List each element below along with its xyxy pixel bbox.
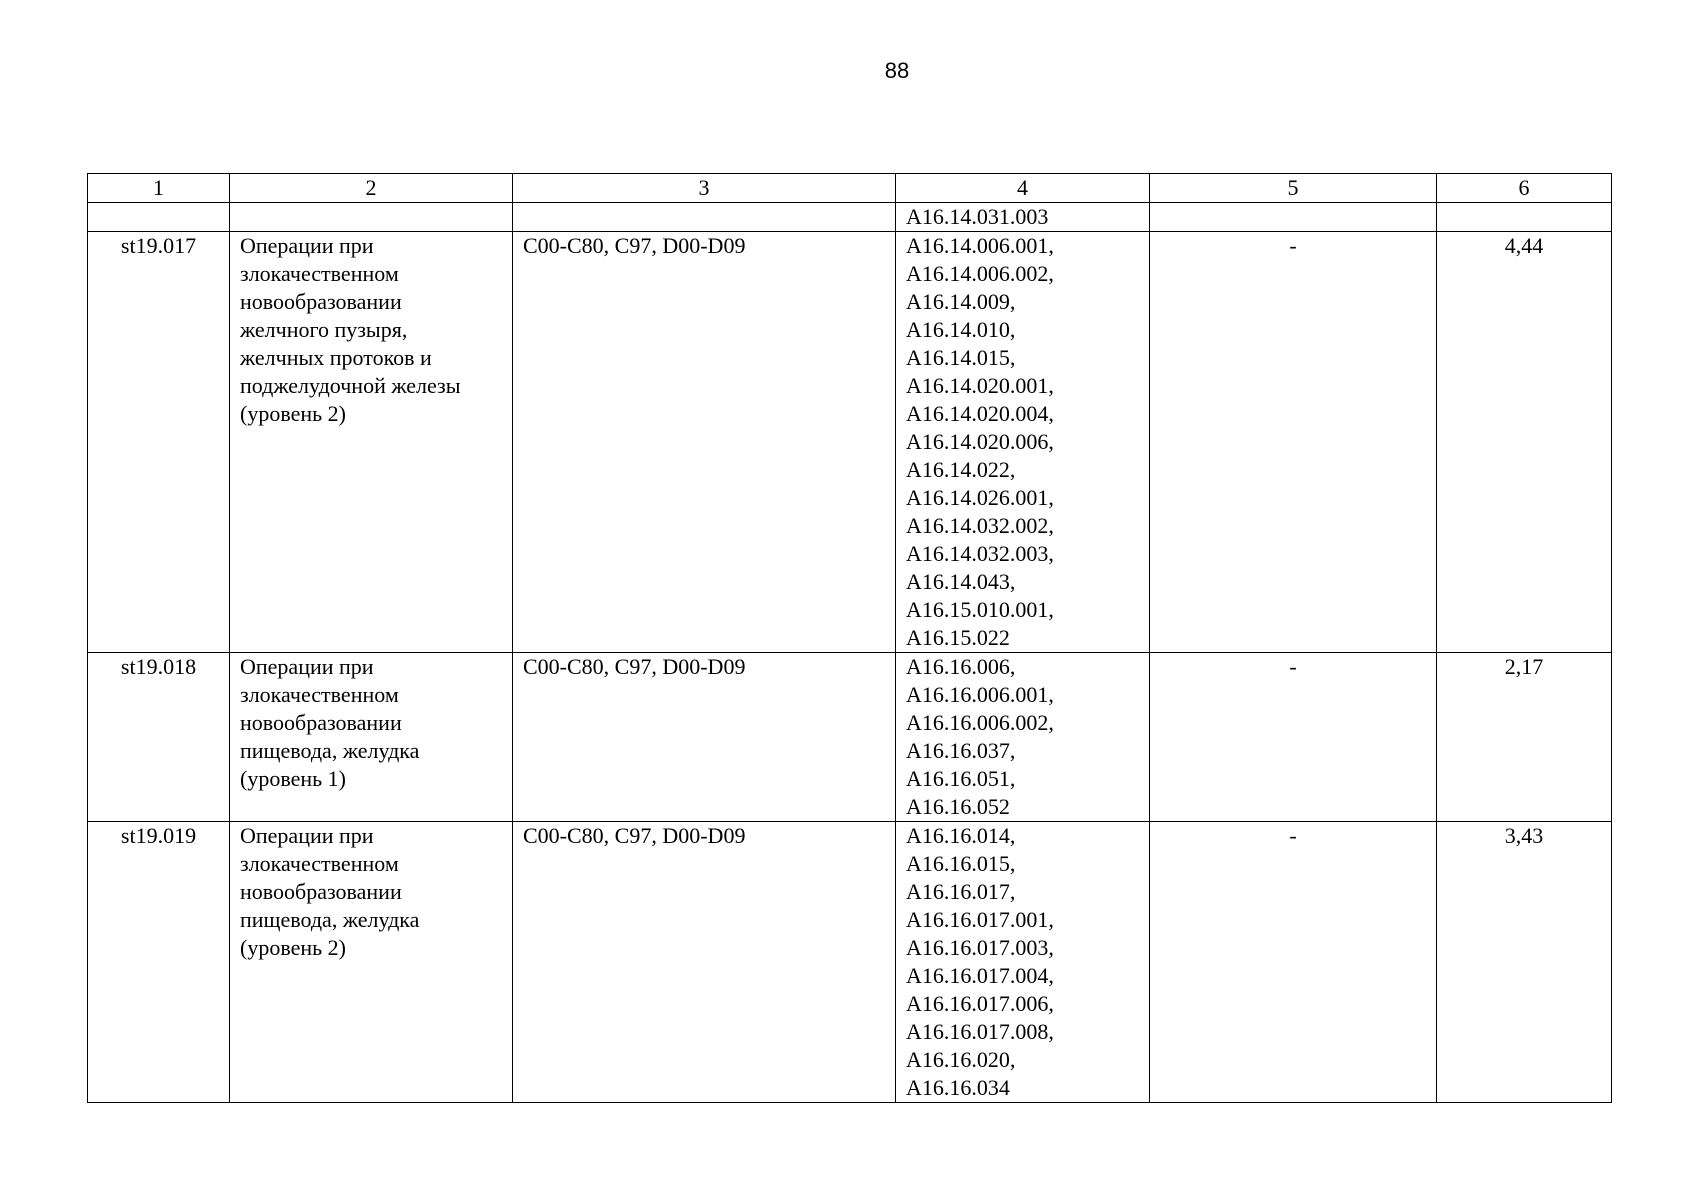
group-name-cell bbox=[230, 822, 513, 1103]
procedure-codes-cell-line: A16.16.006.001, bbox=[906, 682, 1054, 707]
procedure-codes-cell-line: A16.14.032.002, bbox=[906, 513, 1054, 538]
procedure-codes-cell-line: A16.16.006.002, bbox=[906, 710, 1054, 735]
table-row bbox=[88, 203, 1612, 232]
procedure-codes-cell-line: A16.16.017.001, bbox=[906, 907, 1054, 932]
procedure-codes-cell bbox=[896, 822, 1150, 1103]
group-name-cell-line: пищевода, желудка bbox=[240, 738, 420, 763]
diagnosis-codes-cell: C00-C80, C97, D00-D09 bbox=[513, 653, 896, 822]
procedure-codes-cell-line: A16.16.051, bbox=[906, 766, 1016, 791]
group-name-cell-line: новообразовании bbox=[240, 289, 402, 314]
procedure-codes-cell-line: A16.14.006.001, bbox=[906, 233, 1054, 258]
column-number-4: 4 bbox=[896, 174, 1150, 203]
procedure-codes-cell bbox=[896, 203, 1150, 232]
procedure-codes-cell-line: A16.14.026.001, bbox=[906, 485, 1054, 510]
group-name-cell-line: (уровень 1) bbox=[240, 766, 346, 791]
procedure-codes-cell-line: A16.16.014, bbox=[906, 823, 1016, 848]
group-code-cell: st19.019 bbox=[88, 822, 230, 1103]
procedure-codes-cell-line: A16.16.017.004, bbox=[906, 963, 1054, 988]
table-header-row bbox=[88, 174, 1612, 203]
column-5-cell: - bbox=[1150, 653, 1437, 822]
procedure-codes-cell-line: A16.16.017.008, bbox=[906, 1019, 1054, 1044]
procedure-codes-cell-line: A16.16.006, bbox=[906, 654, 1016, 679]
procedure-codes-cell-line: A16.14.032.003, bbox=[906, 541, 1054, 566]
procedure-codes-cell-line: A16.14.006.002, bbox=[906, 261, 1054, 286]
group-code-cell: st19.018 bbox=[88, 653, 230, 822]
procedure-codes-cell-line: A16.14.043, bbox=[906, 569, 1016, 594]
column-number-3: 3 bbox=[513, 174, 896, 203]
column-number-6: 6 bbox=[1437, 174, 1612, 203]
coefficient-cell: 4,44 bbox=[1437, 232, 1612, 653]
procedure-codes-cell-line: A16.16.037, bbox=[906, 738, 1016, 763]
group-name-cell bbox=[230, 653, 513, 822]
group-name-cell-line: новообразовании bbox=[240, 879, 402, 904]
group-name-cell-line: злокачественном bbox=[240, 851, 399, 876]
column-5-cell bbox=[1150, 203, 1437, 232]
procedure-codes-cell-line: A16.16.052 bbox=[906, 794, 1010, 819]
group-name-cell-line: желчных протоков и bbox=[240, 345, 432, 370]
procedure-codes-cell-line: A16.14.020.001, bbox=[906, 373, 1054, 398]
procedure-codes-cell-line: A16.16.017.003, bbox=[906, 935, 1054, 960]
procedure-codes-cell-line: A16.14.020.006, bbox=[906, 429, 1054, 454]
procedure-codes-cell-line: A16.14.015, bbox=[906, 345, 1016, 370]
table-row bbox=[88, 653, 1612, 822]
coefficient-cell bbox=[1437, 203, 1612, 232]
page-number: 88 bbox=[884, 58, 910, 83]
procedure-codes-cell bbox=[896, 232, 1150, 653]
group-code-cell bbox=[88, 203, 230, 232]
group-name-cell-line: поджелудочной железы bbox=[240, 373, 461, 398]
group-name-cell-line: злокачественном bbox=[240, 261, 399, 286]
procedure-codes-cell-line: A16.16.017.006, bbox=[906, 991, 1054, 1016]
column-number-1: 1 bbox=[88, 174, 230, 203]
group-name-cell-line: желчного пузыря, bbox=[240, 317, 408, 342]
procedure-codes-cell-line: A16.14.010, bbox=[906, 317, 1016, 342]
group-name-cell-line: пищевода, желудка bbox=[240, 907, 420, 932]
procedure-codes-cell-line: A16.15.022 bbox=[906, 625, 1010, 650]
group-name-cell bbox=[230, 203, 513, 232]
column-number-2: 2 bbox=[230, 174, 513, 203]
group-name-cell-line: (уровень 2) bbox=[240, 935, 346, 960]
procedure-codes-cell-line: A16.14.009, bbox=[906, 289, 1016, 314]
procedure-codes-cell-line: A16.14.022, bbox=[906, 457, 1016, 482]
coefficient-cell: 2,17 bbox=[1437, 653, 1612, 822]
procedure-codes-cell-line: A16.14.031.003 bbox=[906, 204, 1049, 229]
procedure-codes-cell-line: A16.16.015, bbox=[906, 851, 1016, 876]
group-name-cell-line: Операции при bbox=[240, 233, 374, 258]
procedure-codes-cell-line: A16.14.020.004, bbox=[906, 401, 1054, 426]
group-name-cell-line: Операции при bbox=[240, 654, 374, 679]
procedure-codes-cell-line: A16.16.017, bbox=[906, 879, 1016, 904]
group-name-cell bbox=[230, 232, 513, 653]
group-name-cell-line: злокачественном bbox=[240, 682, 399, 707]
diagnosis-codes-cell: C00-C80, C97, D00-D09 bbox=[513, 232, 896, 653]
group-code-cell: st19.017 bbox=[88, 232, 230, 653]
table-row bbox=[88, 822, 1612, 1103]
procedure-codes-cell bbox=[896, 653, 1150, 822]
column-number-5: 5 bbox=[1150, 174, 1437, 203]
diagnosis-codes-cell bbox=[513, 203, 896, 232]
diagnosis-codes-cell: C00-C80, C97, D00-D09 bbox=[513, 822, 896, 1103]
column-5-cell: - bbox=[1150, 822, 1437, 1103]
group-name-cell-line: (уровень 2) bbox=[240, 401, 346, 426]
procedure-codes-cell-line: A16.15.010.001, bbox=[906, 597, 1054, 622]
coefficient-cell: 3,43 bbox=[1437, 822, 1612, 1103]
tariff-table bbox=[87, 173, 1612, 1103]
group-name-cell-line: Операции при bbox=[240, 823, 374, 848]
procedure-codes-cell-line: A16.16.020, bbox=[906, 1047, 1016, 1072]
procedure-codes-cell-line: A16.16.034 bbox=[906, 1075, 1010, 1100]
table-row bbox=[88, 232, 1612, 653]
group-name-cell-line: новообразовании bbox=[240, 710, 402, 735]
column-5-cell: - bbox=[1150, 232, 1437, 653]
